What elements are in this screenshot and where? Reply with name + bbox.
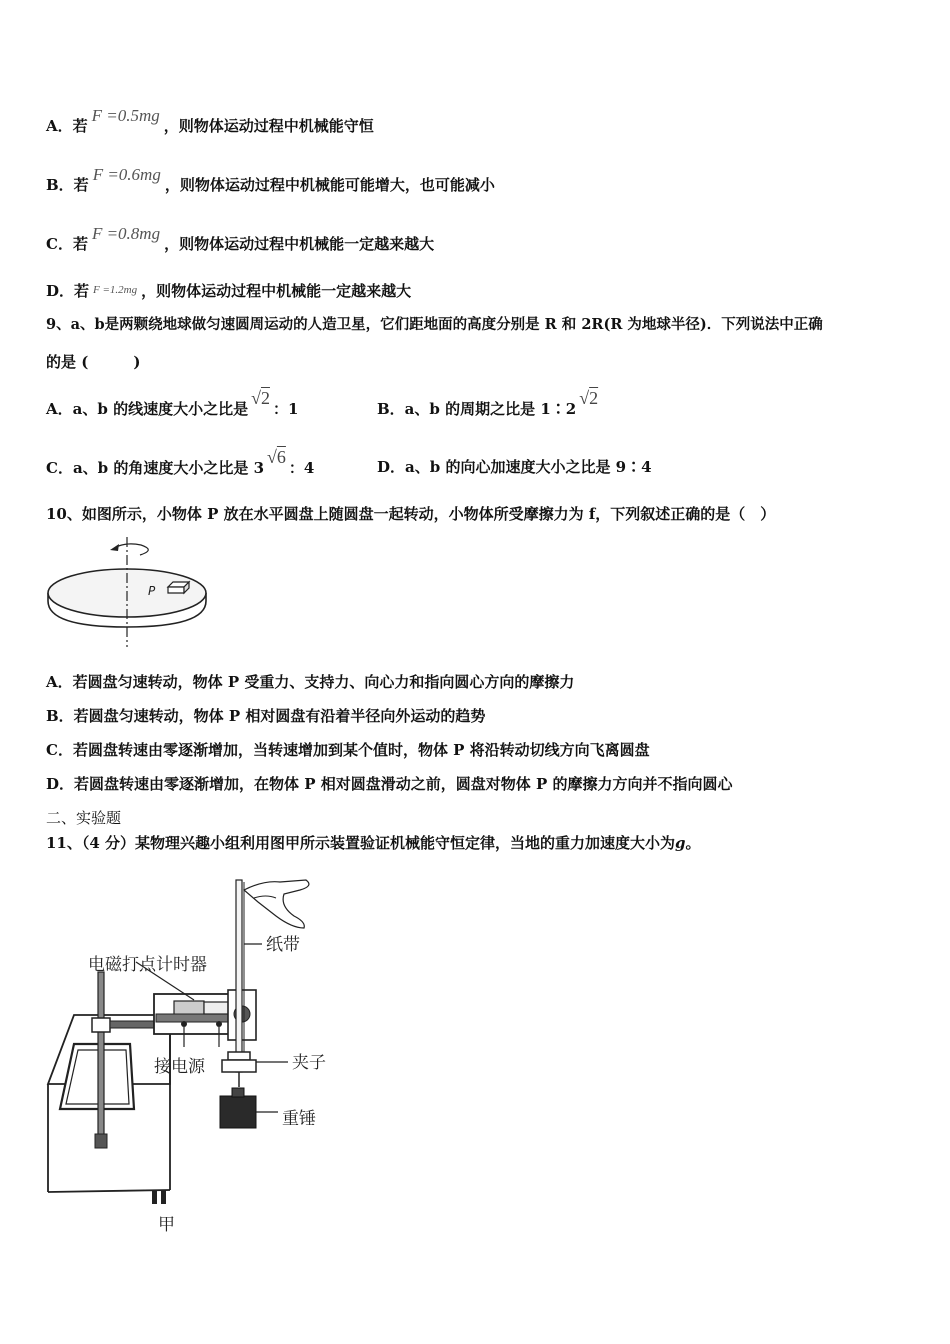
option-label: C．若 — [46, 235, 88, 253]
stand-rod — [98, 972, 104, 1146]
sqrt-symbol: √2 — [251, 388, 270, 408]
weight — [220, 1096, 256, 1128]
stem-end: 。 — [685, 834, 701, 852]
hand — [244, 880, 309, 928]
rotation-arrowhead — [110, 544, 119, 551]
q10-option-b: B．若圆盘匀速转动，物体 P 相对圆盘有沿着半径向外运动的趋势 — [46, 707, 486, 725]
q10-option-d: D．若圆盘转速由零逐渐增加，在物体 P 相对圆盘滑动之前，圆盘对物体 P 的摩擦力方向并不指向圆心 — [46, 775, 733, 793]
option-text: ，则物体运动过程中机械能守恒 — [163, 117, 374, 135]
option-text: A．a、b 的线速度大小之比是 — [46, 400, 249, 418]
paper-tape — [236, 880, 242, 1072]
option-text-end: ：4 — [288, 459, 315, 477]
radicand: 2 — [260, 388, 270, 408]
label-p: P — [148, 584, 156, 598]
stem-text: 11、（4 分）某物理兴趣小组利用图甲所示装置验证机械能守恒定律，当地的重力加速度大小为 — [46, 834, 676, 852]
option-text: ，则物体运动过程中机械能一定越来越大 — [141, 282, 412, 300]
label-weight: 重锤 — [282, 1109, 316, 1129]
q8-option-b — [46, 165, 495, 195]
q9-option-a — [46, 388, 299, 419]
block-p — [168, 582, 189, 593]
option-text: C．a、b 的角速度大小之比是 3 — [46, 459, 265, 477]
sqrt-symbol: √2 — [579, 388, 599, 408]
rotating-disc-figure — [44, 535, 214, 650]
formula: F =0.5mg — [91, 106, 160, 125]
formula: F =0.8mg — [91, 224, 161, 243]
sqrt-symbol: √6 — [267, 447, 286, 467]
rod-clamp — [92, 1018, 110, 1032]
label-clip: 夹子 — [292, 1053, 326, 1073]
label-timer: 电磁打点计时器 — [88, 955, 207, 975]
stand-base — [60, 1044, 134, 1109]
q11-stem — [46, 833, 701, 853]
option-label: B．若 — [46, 176, 89, 194]
label-tape: 纸带 — [266, 935, 300, 955]
option-label: A．若 — [46, 117, 88, 135]
rotation-arrow — [116, 544, 148, 555]
option-label: D．若 — [46, 282, 90, 300]
q8-option-c — [46, 224, 435, 254]
option-text-end: ：1 — [272, 400, 299, 418]
q8-option-d — [46, 281, 411, 303]
q9-option-b — [377, 388, 601, 419]
label-power: 接电源 — [154, 1057, 205, 1077]
section-heading: 二、实验题 — [46, 809, 122, 827]
variable-g: g — [675, 834, 686, 852]
option-text: B．a、b 的周期之比是 1∶2 — [377, 400, 577, 418]
option-text: ，则物体运动过程中机械能一定越来越大 — [164, 235, 435, 253]
formula: F =1.2mg — [93, 284, 138, 296]
formula: F =0.6mg — [92, 165, 161, 184]
q8-option-a — [46, 106, 374, 136]
option-text: ，则物体运动过程中机械能可能增大，也可能减小 — [164, 176, 495, 194]
radicand: 2 — [589, 388, 599, 408]
q9-stem-line2: 的是 ( ) — [46, 353, 141, 371]
radicand: 6 — [276, 447, 286, 467]
q9-option-c — [46, 447, 315, 478]
q9-option-d: D．a、b 的向心加速度大小之比是 9∶4 — [377, 458, 652, 476]
clip — [222, 1052, 256, 1087]
q10-option-a: A．若圆盘匀速转动，物体 P 受重力、支持力、向心力和指向圆心方向的摩擦力 — [46, 673, 575, 691]
q10-option-c: C．若圆盘转速由零逐渐增加，当转速增加到某个值时，物体 P 将沿转动切线方向飞离圆盘 — [46, 741, 650, 759]
experiment-apparatus-figure — [44, 872, 334, 1238]
q9-stem-line1: 9、a、b是两颗绕地球做匀速圆周运动的人造卫星，它们距地面的高度分别是 R 和 2R(R 为地球半径)．下列说法中正确 — [46, 316, 823, 333]
q10-stem: 10、如图所示，小物体 P 放在水平圆盘上随圆盘一起转动，小物体所受摩擦力为 f，下列叙述正确的是（ ） — [46, 505, 776, 523]
label-fig: 甲 — [158, 1215, 175, 1235]
